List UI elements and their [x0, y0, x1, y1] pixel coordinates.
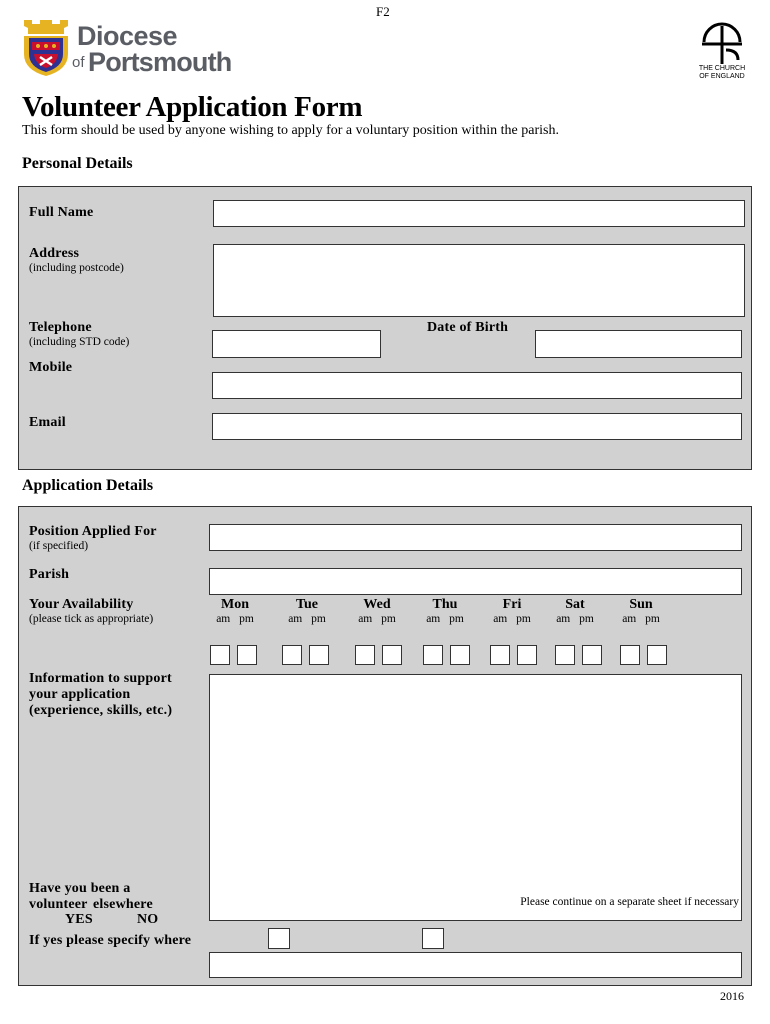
parish-label: Parish — [29, 567, 70, 582]
availability-note: (please tick as appropriate) — [29, 613, 154, 625]
personal-details-heading: Personal Details — [22, 155, 133, 172]
sun-am-checkbox[interactable] — [620, 645, 640, 665]
year-footer: 2016 — [720, 989, 744, 1003]
availability-label: Your Availability — [29, 597, 134, 612]
date-of-birth-field[interactable] — [535, 330, 742, 358]
tue-am-checkbox[interactable] — [282, 645, 302, 665]
logo-of-text: of — [72, 54, 85, 71]
info-label-line3: (experience, skills, etc.) — [29, 703, 173, 718]
continue-note: Please continue on a separate sheet if necessary — [520, 896, 739, 908]
wed-pm-checkbox[interactable] — [382, 645, 402, 665]
address-note: (including postcode) — [29, 262, 124, 274]
volunteer-label-line2: volunteer elsewhere — [29, 897, 153, 912]
mon-pm-checkbox[interactable] — [237, 645, 257, 665]
logo-diocese-text: Diocese — [77, 21, 178, 51]
mobile-field[interactable] — [212, 372, 742, 399]
coe-cross-icon — [694, 20, 750, 66]
ampm-mon: am pm — [216, 613, 254, 625]
yes-checkbox[interactable] — [268, 928, 290, 949]
telephone-field[interactable] — [212, 330, 381, 358]
wed-am-checkbox[interactable] — [355, 645, 375, 665]
sun-pm-checkbox[interactable] — [647, 645, 667, 665]
no-label: NO — [137, 912, 159, 927]
thu-pm-checkbox[interactable] — [450, 645, 470, 665]
day-fri: Fri — [502, 597, 522, 612]
telephone-note: (including STD code) — [29, 336, 130, 348]
page-code: F2 — [376, 4, 390, 19]
no-checkbox[interactable] — [422, 928, 444, 949]
info-label-line1: Information to support — [29, 671, 172, 686]
diocese-crest-icon — [20, 16, 72, 78]
church-of-england-logo — [694, 20, 750, 82]
volunteer-label-line1: Have you been a — [29, 881, 131, 896]
day-thu: Thu — [432, 597, 458, 612]
fri-pm-checkbox[interactable] — [517, 645, 537, 665]
day-wed: Wed — [363, 597, 391, 612]
intro-text: This form should be used by anyone wishing to apply for a voluntary position within the parish. — [22, 123, 559, 138]
info-label-line2: your application — [29, 687, 131, 702]
address-label: Address — [29, 246, 80, 261]
logo-portsmouth-text: Portsmouth — [88, 47, 232, 77]
fri-am-checkbox[interactable] — [490, 645, 510, 665]
tue-pm-checkbox[interactable] — [309, 645, 329, 665]
diocese-logo — [20, 16, 230, 78]
email-label: Email — [29, 415, 66, 430]
page-title: Volunteer Application Form — [22, 91, 363, 123]
date-of-birth-label: Date of Birth — [427, 320, 509, 335]
day-tue: Tue — [295, 597, 319, 612]
ampm-wed: am pm — [358, 613, 396, 625]
position-label: Position Applied For — [29, 524, 157, 539]
day-sat: Sat — [565, 597, 585, 612]
ampm-tue: am pm — [288, 613, 326, 625]
position-note: (if specified) — [29, 540, 89, 552]
position-field[interactable] — [209, 524, 742, 551]
sat-am-checkbox[interactable] — [555, 645, 575, 665]
ampm-fri: am pm — [493, 613, 531, 625]
ampm-sun: am pm — [622, 613, 660, 625]
email-field[interactable] — [212, 413, 742, 440]
ampm-sat: am pm — [556, 613, 594, 625]
personal-details-panel — [18, 186, 752, 470]
address-field[interactable] — [213, 244, 745, 317]
day-mon: Mon — [221, 597, 249, 612]
application-details-heading: Application Details — [22, 477, 154, 494]
full-name-field[interactable] — [213, 200, 745, 227]
sat-pm-checkbox[interactable] — [582, 645, 602, 665]
full-name-label: Full Name — [29, 205, 94, 220]
mobile-label: Mobile — [29, 360, 73, 375]
coe-text-line1: THE CHURCH — [698, 65, 746, 72]
day-sun: Sun — [629, 597, 653, 612]
mon-am-checkbox[interactable] — [210, 645, 230, 665]
specify-field[interactable] — [209, 952, 742, 978]
specify-label: If yes please specify where — [29, 933, 192, 948]
ampm-thu: am pm — [426, 613, 464, 625]
info-textarea[interactable] — [209, 674, 742, 921]
parish-field[interactable] — [209, 568, 742, 595]
yes-label: YES — [65, 912, 93, 927]
telephone-label: Telephone — [29, 320, 92, 335]
coe-text-line2: OF ENGLAND — [699, 73, 745, 80]
thu-am-checkbox[interactable] — [423, 645, 443, 665]
application-details-panel — [18, 506, 752, 986]
